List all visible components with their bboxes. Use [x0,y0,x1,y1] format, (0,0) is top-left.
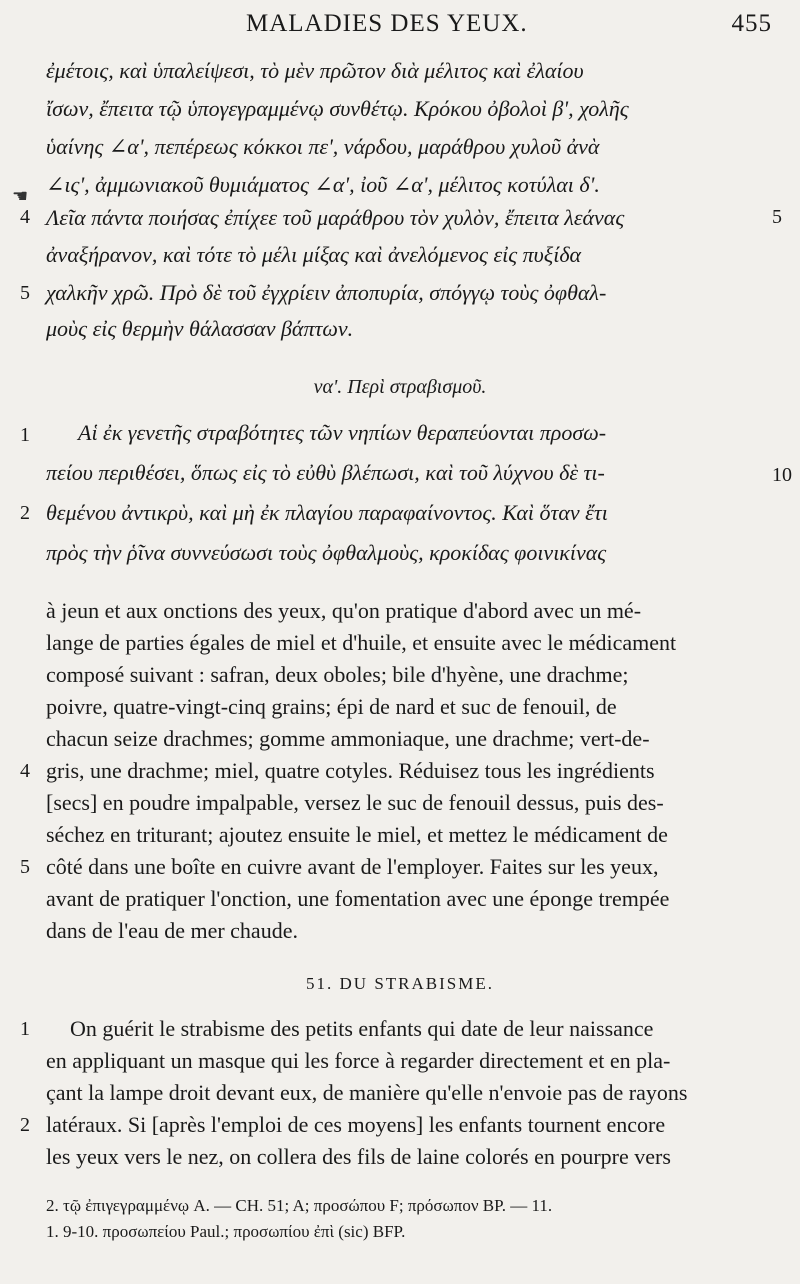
line-number: 2 [20,502,30,524]
greek-line: ∠ις', ἀμμωνιακοῦ θυμιάματος ∠α', ἰοῦ ∠α', μέλιτος κοτύλαι δ'. [46,172,600,197]
french-line: [secs] en poudre impalpable, versez le suc de fenouil dessus, puis des- [46,790,664,815]
line-number: 4 [20,760,30,782]
greek-line: πείου περιθέσει, ὅπως εἰς τὸ εὐθὺ βλέπωσι, καὶ τοῦ λύχνου δὲ τι- [46,460,605,485]
greek-line: ἐμέτοις, καὶ ὑπαλείψεσι, τὸ μὲν πρῶτον διὰ μέλιτος καὶ ἐλαίου [46,58,584,83]
running-title: MALADIES DES YEUX. [246,10,528,37]
french-line: chacun seize drachmes; gomme ammoniaque, une drachme; vert-de- [46,726,650,751]
line-number: 1 [20,424,30,446]
greek-line: ἀναξήρανον, καὶ τότε τὸ μέλι μίξας καὶ ἀνελόμενος εἰς πυξίδα [46,242,582,267]
line-number: 2 [20,1114,30,1136]
french-line: latéraux. Si [après l'emploi de ces moyens] les enfants tournent encore [46,1112,666,1137]
french-line: lange de parties égales de miel et d'huile, et ensuite avec le médicament [46,630,677,655]
line-number: 5 [20,282,30,304]
french-line: avant de pratiquer l'onction, une fomentation avec une éponge trempée [46,886,670,911]
footnote-line: 1. 9-10. προσωπείου Paul.; προσωπίου ἐπὶ (sic) BFP. [46,1222,406,1241]
line-number: 1 [20,1018,30,1040]
margin-pointer-icon: ☚ [12,186,29,206]
page-number: 455 [731,10,772,37]
french-line: composé suivant : safran, deux oboles; bile d'hyène, une drachme; [46,662,629,687]
greek-line: χαλκῆν χρῶ. Πρὸ δὲ τοῦ ἐγχρίειν ἀποπυρία, σπόγγῳ τοὺς ὀφθαλ- [46,280,607,305]
french-line: les yeux vers le nez, on collera des fils de laine colorés en pourpre vers [46,1144,671,1169]
french-line: séchez en triturant; ajoutez ensuite le miel, et mettez le médicament de [46,822,668,847]
line-number: 4 [20,206,30,228]
line-number: 10 [772,464,792,486]
greek-line: ὑαίνης ∠α', πεπέρεως κόκκοι πε', νάρδου, μαράθρου χυλοῦ ἀνὰ [46,134,600,159]
french-line: à jeun et aux onctions des yeux, qu'on pratique d'abord avec un mé- [46,598,642,623]
line-number: 5 [20,856,30,878]
greek-line: πρὸς τὴν ῥῖνα συννεύσωσι τοὺς ὀφθαλμοὺς, κροκίδας φοινικίνας [46,540,607,565]
french-line: en appliquant un masque qui les force à regarder directement et en pla- [46,1048,671,1073]
french-line: gris, une drachme; miel, quatre cotyles. Réduisez tous les ingrédients [46,758,655,783]
line-number: 5 [772,206,782,228]
french-line: On guérit le strabisme des petits enfants qui date de leur naissance [70,1016,654,1041]
greek-line: Λεῖα πάντα ποιήσας ἐπίχεε τοῦ μαράθρου τὸν χυλὸν, ἔπειτα λεάνας [46,205,625,230]
greek-line: Αἱ ἐκ γενετῆς στραβότητες τῶν νηπίων θεραπεύονται προσω- [78,420,607,445]
greek-section-title: να'. Περὶ στραβισμοῦ. [313,376,487,398]
greek-line: θεμένου ἀντικρὺ, καὶ μὴ ἐκ πλαγίου παραφαίνοντος. Καὶ ὅταν ἔτι [46,500,608,525]
footnote-line: 2. τῷ ἐπιγεγραμμένῳ A. — CH. 51; A; προσώπου F; πρόσωπον BP. — 11. [46,1196,553,1215]
greek-line: ἴσων, ἔπειτα τῷ ὑπογεγραμμένῳ συνθέτῳ. Κρόκου ὀβολοὶ β', χολῆς [46,96,629,121]
french-line: çant la lampe droit devant eux, de manière qu'elle n'envoie pas de rayons [46,1080,688,1105]
greek-line: μοὺς εἰς θερμὴν θάλασσαν βάπτων. [46,316,354,341]
french-line: côté dans une boîte en cuivre avant de l'employer. Faites sur les yeux, [46,854,659,879]
french-line: dans de l'eau de mer chaude. [46,918,298,943]
running-header [0,6,800,40]
french-line: poivre, quatre-vingt-cinq grains; épi de nard et suc de fenouil, de [46,694,617,719]
french-section-title: 51. DU STRABISME. [306,974,494,993]
